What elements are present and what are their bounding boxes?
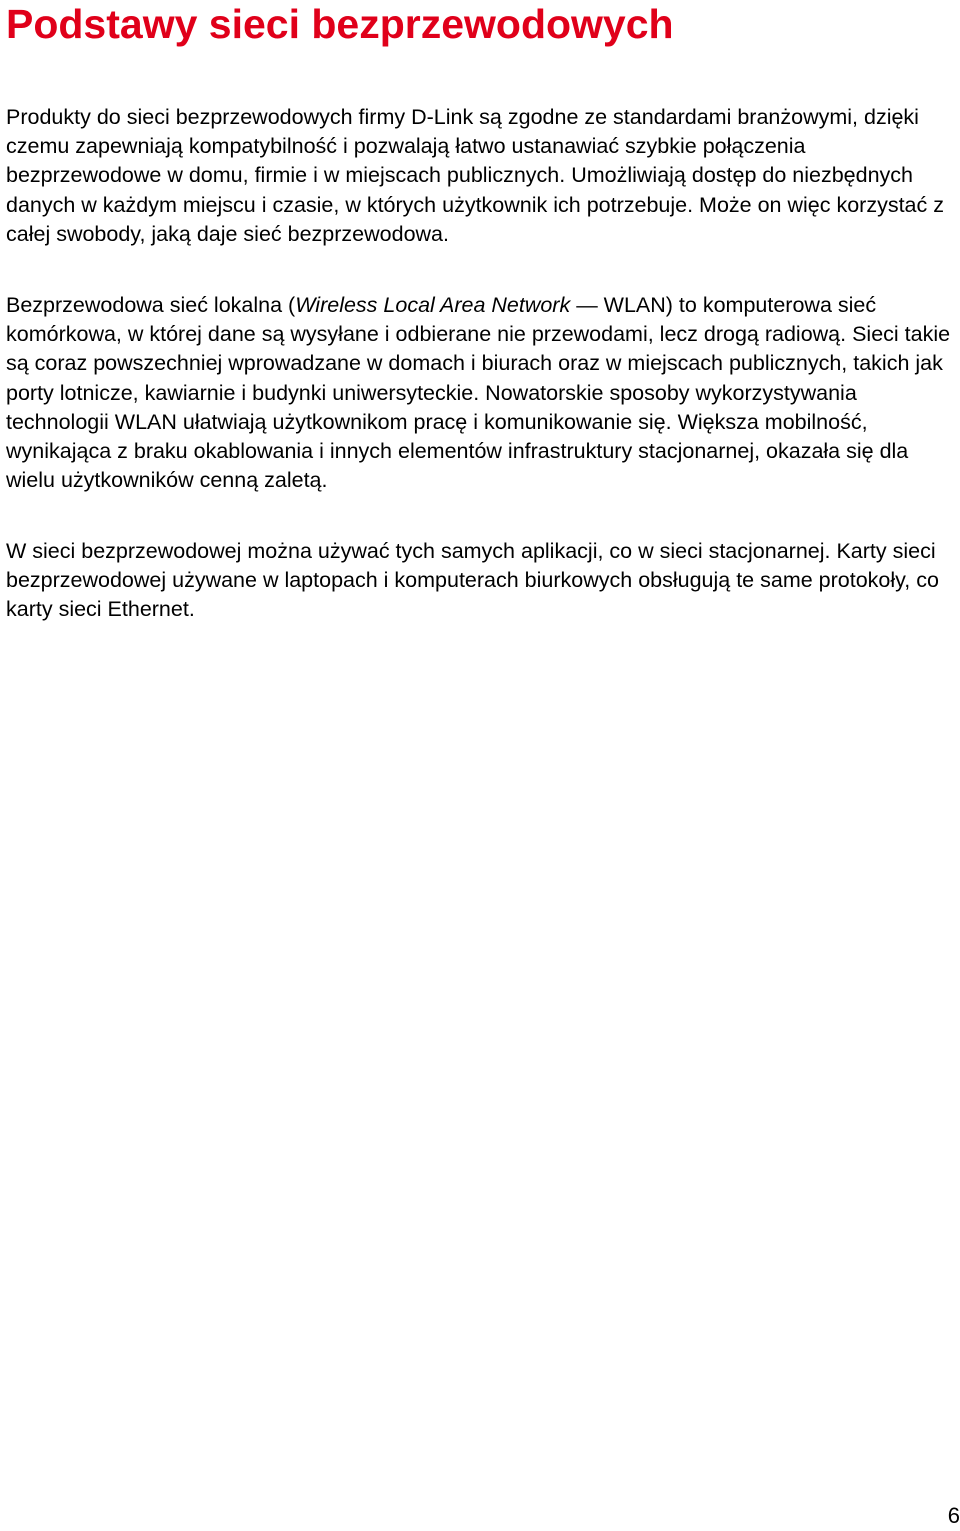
paragraph-applications: W sieci bezprzewodowej można używać tych samych aplikacji, co w sieci stacjonarnej. Karty sieci bezprzewodowej używane w laptopach i komputerach biurkowych obsługują te same protokoły, co karty sieci Ethernet. [6,539,939,622]
paragraph-wlan-rest: — WLAN) to komputerowa sieć komórkowa, w której dane są wysyłane i odbierane nie przewodami, lecz drogą radiową. Sieci takie są coraz powszechniej wprowadzane w domach i biurach oraz w miejscach publicznych, takich jak porty lotnicze, kawiarnie i budynki uniwersyteckie. Nowatorskie sposoby wykorzystywania technologii WLAN ułatwiają użytkownikom pracę i komunikowanie się. Większa mobilność, wynikająca z braku okablowania i innych elementów infrastruktury stacjonarnej, okazała się dla wielu użytkowników cenną zaletą. [6,293,951,493]
paragraph-wlan-term: Wireless Local Area Network [295,293,571,317]
paragraph-wlan-lead: Bezprzewodowa sieć lokalna ( [6,293,296,317]
page-number: 6 [947,1503,960,1528]
page-title: Podstawy sieci bezprzewodowych [6,1,674,47]
paragraph-intro: Produkty do sieci bezprzewodowych firmy D-Link są zgodne ze standardami branżowymi, dzięki czemu zapewniają kompatybilność i pozwalają łatwo ustanawiać szybkie połączenia bezprzewodowe w domu, firmie i w miejscach publicznych. Umożliwiają dostęp do niezbędnych danych w każdym miejscu i czasie, w których użytkownik ich potrzebuje. Może on więc korzystać z całej swobody, jaką daje sieć bezprzewodowa. [6,105,944,246]
paragraph-wlan-definition [6,291,954,495]
